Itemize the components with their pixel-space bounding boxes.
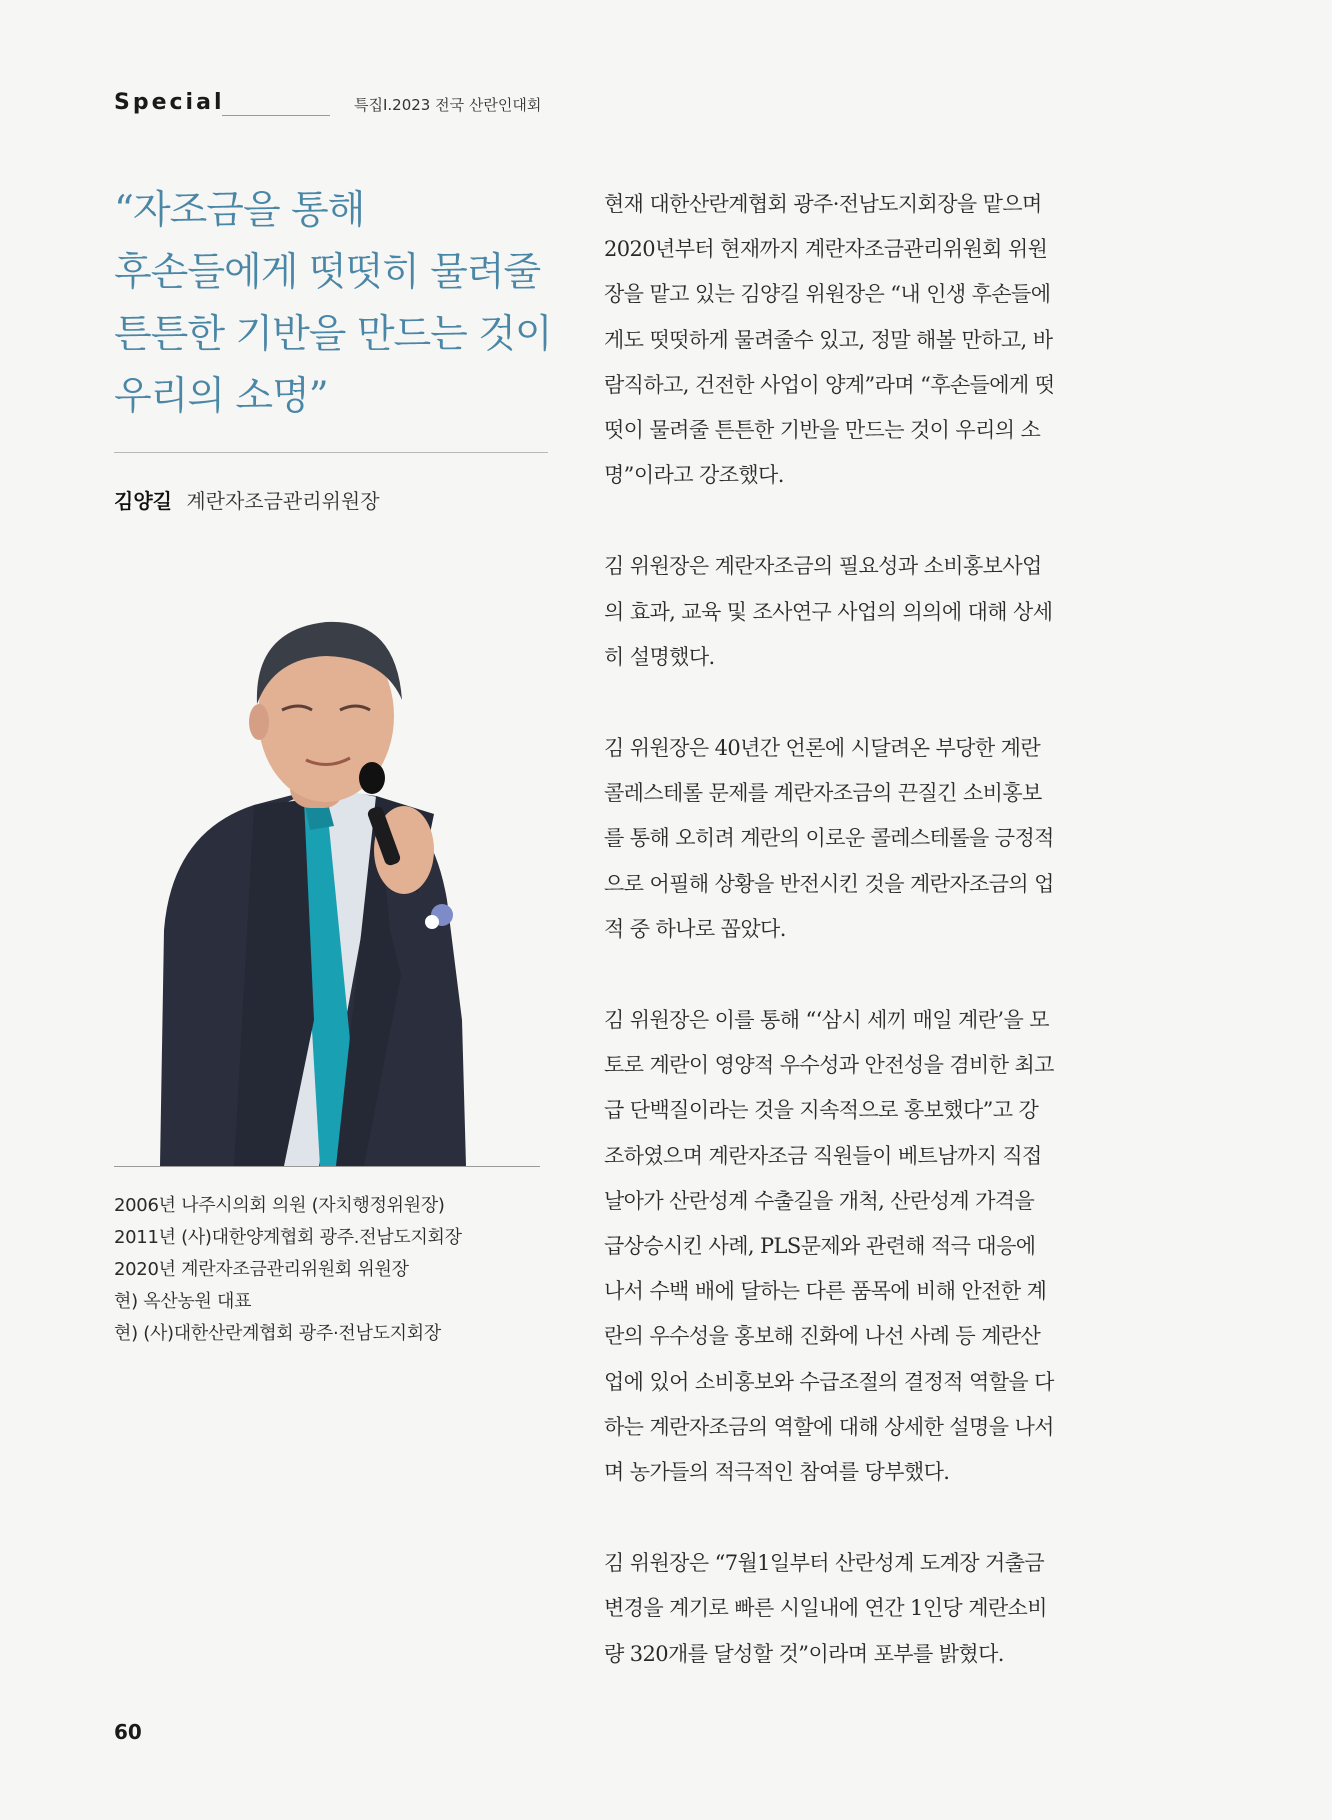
text-line: 를 통해 오히려 계란의 이로운 콜레스테롤을 긍정적 (604, 826, 1054, 851)
text-line: 김 위원장은 이를 통해 “‘삼시 세끼 매일 계란’을 모 (604, 1008, 1049, 1033)
text-line: 김 위원장은 “7월1일부터 산란성계 도계장 거출금 (604, 1551, 1045, 1576)
text-line: 명”이라고 강조했다. (604, 463, 784, 488)
career-item: 현) 옥산농원 대표 (114, 1291, 252, 1312)
text-line: 람직하고, 건전한 사업이 양계”라며 “후손들에게 떳 (604, 372, 1055, 397)
text-line: 떳이 물려줄 튼튼한 기반을 만드는 것이 우리의 소 (604, 418, 1041, 443)
paragraph (604, 998, 1124, 1495)
left-column (114, 180, 552, 514)
text-line: 나서 수백 배에 달하는 다른 품목에 비해 안전한 계 (604, 1279, 1047, 1304)
text-line: 콜레스테롤 문제를 계란자조금의 끈질긴 소비홍보 (604, 781, 1042, 806)
career-item: 2011년 (사)대한양계협회 광주.전남도지회장 (114, 1227, 462, 1248)
speaker-photo (114, 600, 540, 1166)
text-line: 며 농가들의 적극적인 참여를 당부했다. (604, 1460, 950, 1485)
text-line: 급상승시킨 사례, PLS문제와 관련해 적극 대응에 (604, 1234, 1036, 1259)
text-line: 란의 우수성을 홍보해 진화에 나선 사례 등 계란산 (604, 1324, 1041, 1349)
byline-name: 김양길 (114, 489, 172, 513)
text-line: 토로 계란이 영양적 우수성과 안전성을 겸비한 최고 (604, 1053, 1054, 1078)
text-line: 현재 대한산란계협회 광주·전남도지회장을 맡으며 (604, 192, 1042, 216)
text-line: 김 위원장은 40년간 언론에 시달려온 부당한 계란 (604, 736, 1041, 761)
headline-line: “자조금을 통해 (114, 188, 365, 233)
speaker-illustration (114, 600, 540, 1166)
career-item: 2020년 계란자조금관리위원회 위원장 (114, 1259, 409, 1280)
paragraph (604, 726, 1124, 952)
headline-line: 우리의 소명” (114, 374, 328, 419)
text-line: 급 단백질이라는 것을 지속적으로 홍보했다”고 강 (604, 1098, 1039, 1123)
text-line: 2020년부터 현재까지 계란자조금관리위원회 위원 (604, 237, 1048, 262)
byline (114, 485, 548, 514)
text-line: 장을 맡고 있는 김양길 위원장은 “내 인생 후손들에 (604, 282, 1051, 307)
text-line: 변경을 계기로 빠른 시일내에 연간 1인당 계란소비 (604, 1596, 1047, 1621)
career-list (114, 1190, 462, 1350)
paragraph (604, 544, 1124, 680)
text-line: 김 위원장은 계란자조금의 필요성과 소비홍보사업 (604, 554, 1042, 579)
text-line: 히 설명했다. (604, 644, 715, 669)
headline-divider (114, 452, 548, 453)
section-label: Special (114, 90, 225, 115)
career-item: 2006년 나주시의회 의원 (자치행정위원장) (114, 1195, 445, 1216)
header-divider (222, 115, 330, 116)
text-line: 으로 어필해 상황을 반전시킨 것을 계란자조금의 업 (604, 871, 1054, 896)
text-line: 업에 있어 소비홍보와 수급조절의 결정적 역할을 다 (604, 1369, 1054, 1394)
text-line: 조하였으며 계란자조금 직원들이 베트남까지 직접 (604, 1143, 1042, 1168)
text-line: 날아가 산란성계 수출길을 개척, 산란성계 가격을 (604, 1188, 1035, 1213)
text-line: 량 320개를 달성할 것”이라며 포부를 밝혔다. (604, 1641, 1004, 1666)
text-line: 의 효과, 교육 및 조사연구 사업의 의의에 대해 상세 (604, 599, 1053, 624)
paragraph (604, 182, 1124, 498)
page-number: 60 (114, 1720, 142, 1744)
text-line: 게도 떳떳하게 물려줄수 있고, 정말 해볼 만하고, 바 (604, 327, 1053, 352)
text-line: 적 중 하나로 꼽았다. (604, 916, 786, 941)
headline-line: 튼튼한 기반을 만드는 것이 (114, 312, 552, 357)
career-item: 현) (사)대한산란계협회 광주·전남도지회장 (114, 1323, 441, 1344)
article-body (604, 182, 1124, 1723)
issue-label: 특집Ⅰ.2023 전국 산란인대회 (354, 96, 542, 114)
paragraph (604, 1541, 1124, 1677)
page-header (114, 90, 574, 120)
headline-line: 후손들에게 떳떳히 물려줄 (114, 250, 541, 295)
headline (114, 180, 554, 428)
text-line: 하는 계란자조금의 역할에 대해 상세한 설명을 나서 (604, 1414, 1054, 1439)
byline-title: 계란자조금관리위원장 (186, 489, 380, 513)
photo-divider (114, 1166, 540, 1167)
